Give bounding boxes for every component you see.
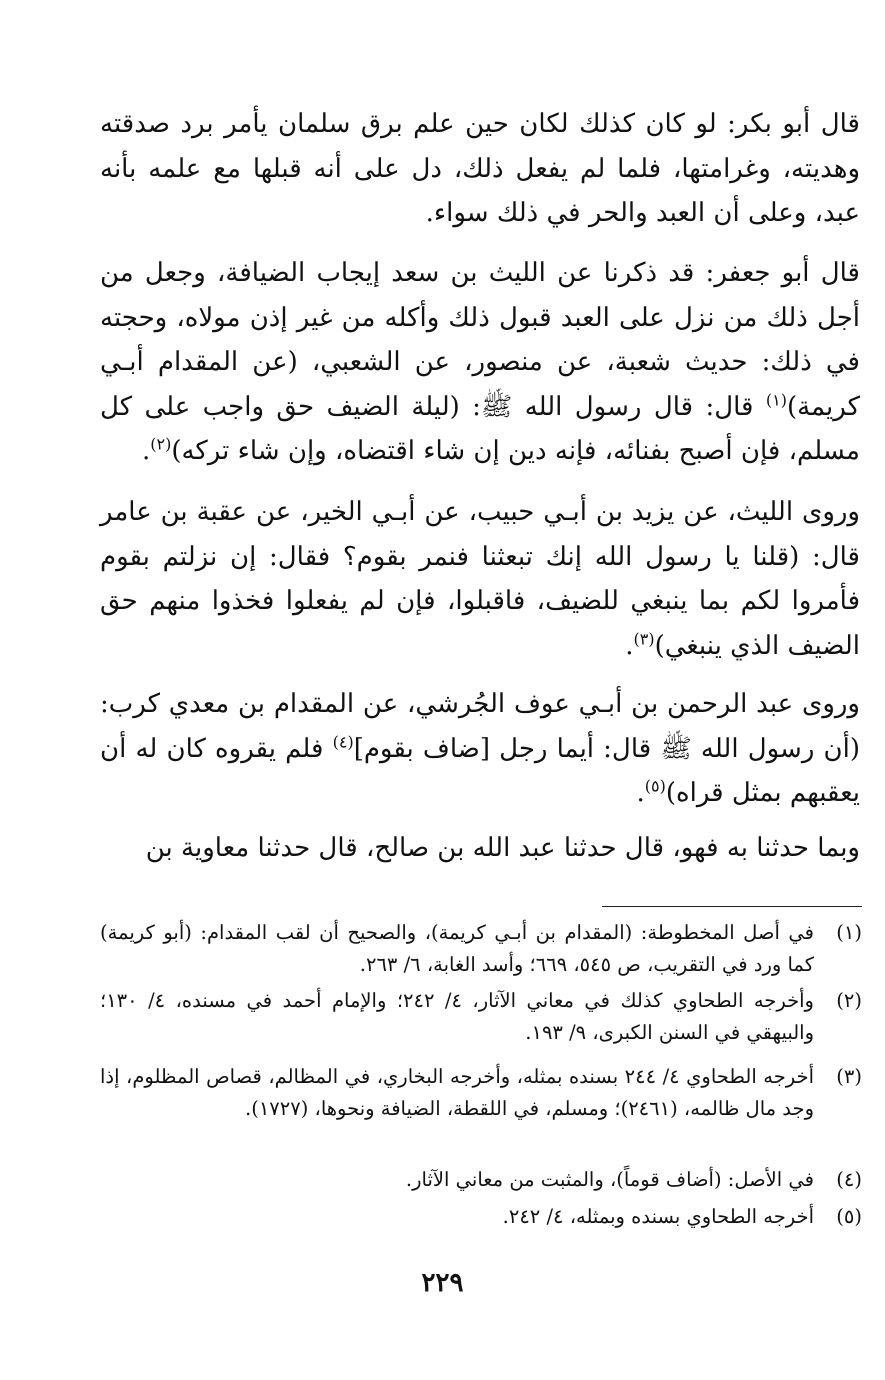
paragraph-3-text: وروى الليث، عن يزيد بن أبـي حبيب، عن أبـي الخير، عن عقبة بن عامر قال: (قلنا يا رسول الله إنك تبعثنا فنمر بقوم؟ فقال: إن نزلتم بقوم فأمروا لكم بما ينبغي للضيف، فاقبلوا، فإن لم يفعلوا فخذوا منهم حق الضيف الذي ينبغي) <box>100 497 860 661</box>
footnote-2-text: وأخرجه الطحاوي كذلك في معاني الآثار، ٤/ ٢٤٢؛ والإمام أحمد في مسنده، ٤/ ١٣٠؛ والبيهقي في السنن الكبرى، ٩/ ١٩٣. <box>100 989 814 1044</box>
footnote-4-number: (٤) <box>836 1168 862 1191</box>
paragraph-2-text: قال أبو جعفر: قد ذكرنا عن الليث بن سعد إيجاب الضيافة، وجعل من أجل ذلك من نزل على العبد قبول ذلك وأكله من غير إذن مولاه، وحجته في ذلك: حديث شعبة، عن منصور، عن الشعبي، (عن المقدام أبـي كريمة) <box>100 258 861 422</box>
footnote-1 <box>100 917 862 981</box>
footnote-5-number: (٥) <box>836 1205 862 1228</box>
paragraph-3 <box>100 490 860 668</box>
paragraph-4-end: . <box>636 778 645 808</box>
paragraph-3-end: . <box>625 630 634 661</box>
footnote-2 <box>100 985 862 1049</box>
footnote-4 <box>100 1164 862 1196</box>
paragraph-1-text: قال أبو بكر: لو كان كذلك لكان حين علم برق سلمان يأمر برد صدقته وهديته، وغرامتها، فلما لم يفعل ذلك، دل على أنه قبلها مع علمه بأنه عبد، وعلى أن العبد والحر في ذلك سواء. <box>100 109 860 228</box>
footnote-ref-3[interactable]: (٣) <box>633 628 655 648</box>
footnote-1-number: (١) <box>836 921 862 944</box>
footnote-5 <box>100 1201 862 1233</box>
paragraph-2 <box>100 251 860 474</box>
paragraph-4-text: وروى عبد الرحمن بن أبـي عوف الجُرشي، عن المقدام بن معدي كرب: (أن رسول الله ﷺ قال: أيما رجل [ضاف بقوم] <box>100 689 861 764</box>
footnote-4-text: في الأصل: (أضاف قوماً)، والمثبت من معاني الآثار. <box>405 1168 814 1191</box>
footnote-2-number: (٢) <box>836 989 862 1012</box>
paragraph-5 <box>100 826 860 871</box>
paragraph-2-text-cont: قال: قال رسول الله ﷺ: (ليلة الضيف حق واجب على كل مسلم، فإن أصبح بفنائه، فإنه دين إن شاء اقتضاه، وإن شاء تركه) <box>100 391 860 466</box>
paragraph-2-end: . <box>141 436 151 466</box>
footnote-5-text: أخرجه الطحاوي بسنده وبمثله، ٤/ ٢٤٢. <box>502 1205 814 1228</box>
paragraph-4-text-cont: فلم يقروه كان له أن يعقبهم بمثل قراه) <box>100 733 860 808</box>
footnote-divider <box>602 906 862 907</box>
paragraph-1 <box>100 102 860 236</box>
footnote-1-text: في أصل المخطوطة: (المقدام بن أبـي كريمة)، والصحيح أن لقب المقدام: (أبو كريمة) كما ورد في التقريب، ص ٥٤٥، ٦٦٩؛ وأسد الغابة، ٦/ ٢٦٣. <box>100 921 814 976</box>
footnote-ref-1[interactable]: (١) <box>765 389 787 409</box>
paragraph-5-text: وبما حدثنا به فهو، قال حدثنا عبد الله بن صالح، قال حدثنا معاوية بن <box>145 833 860 863</box>
footnote-ref-2[interactable]: (٢) <box>150 434 172 454</box>
page-number: ٢٢٩ <box>421 1268 464 1298</box>
footnote-3-text: أخرجه الطحاوي ٤/ ٢٤٤ بسنده بمثله، وأخرجه البخاري، في المظالم، قصاص المظلوم، إذا وجد مال ظالمه، (٢٤٦١)؛ ومسلم، في اللقطة، الضيافة ونحوها، (١٧٢٧). <box>100 1065 814 1120</box>
paragraph-4 <box>100 682 860 816</box>
footnote-3 <box>100 1061 862 1125</box>
footnote-ref-4[interactable]: (٤) <box>332 731 354 751</box>
footnote-3-number: (٣) <box>836 1065 862 1088</box>
footnote-ref-5[interactable]: (٥) <box>644 776 666 796</box>
